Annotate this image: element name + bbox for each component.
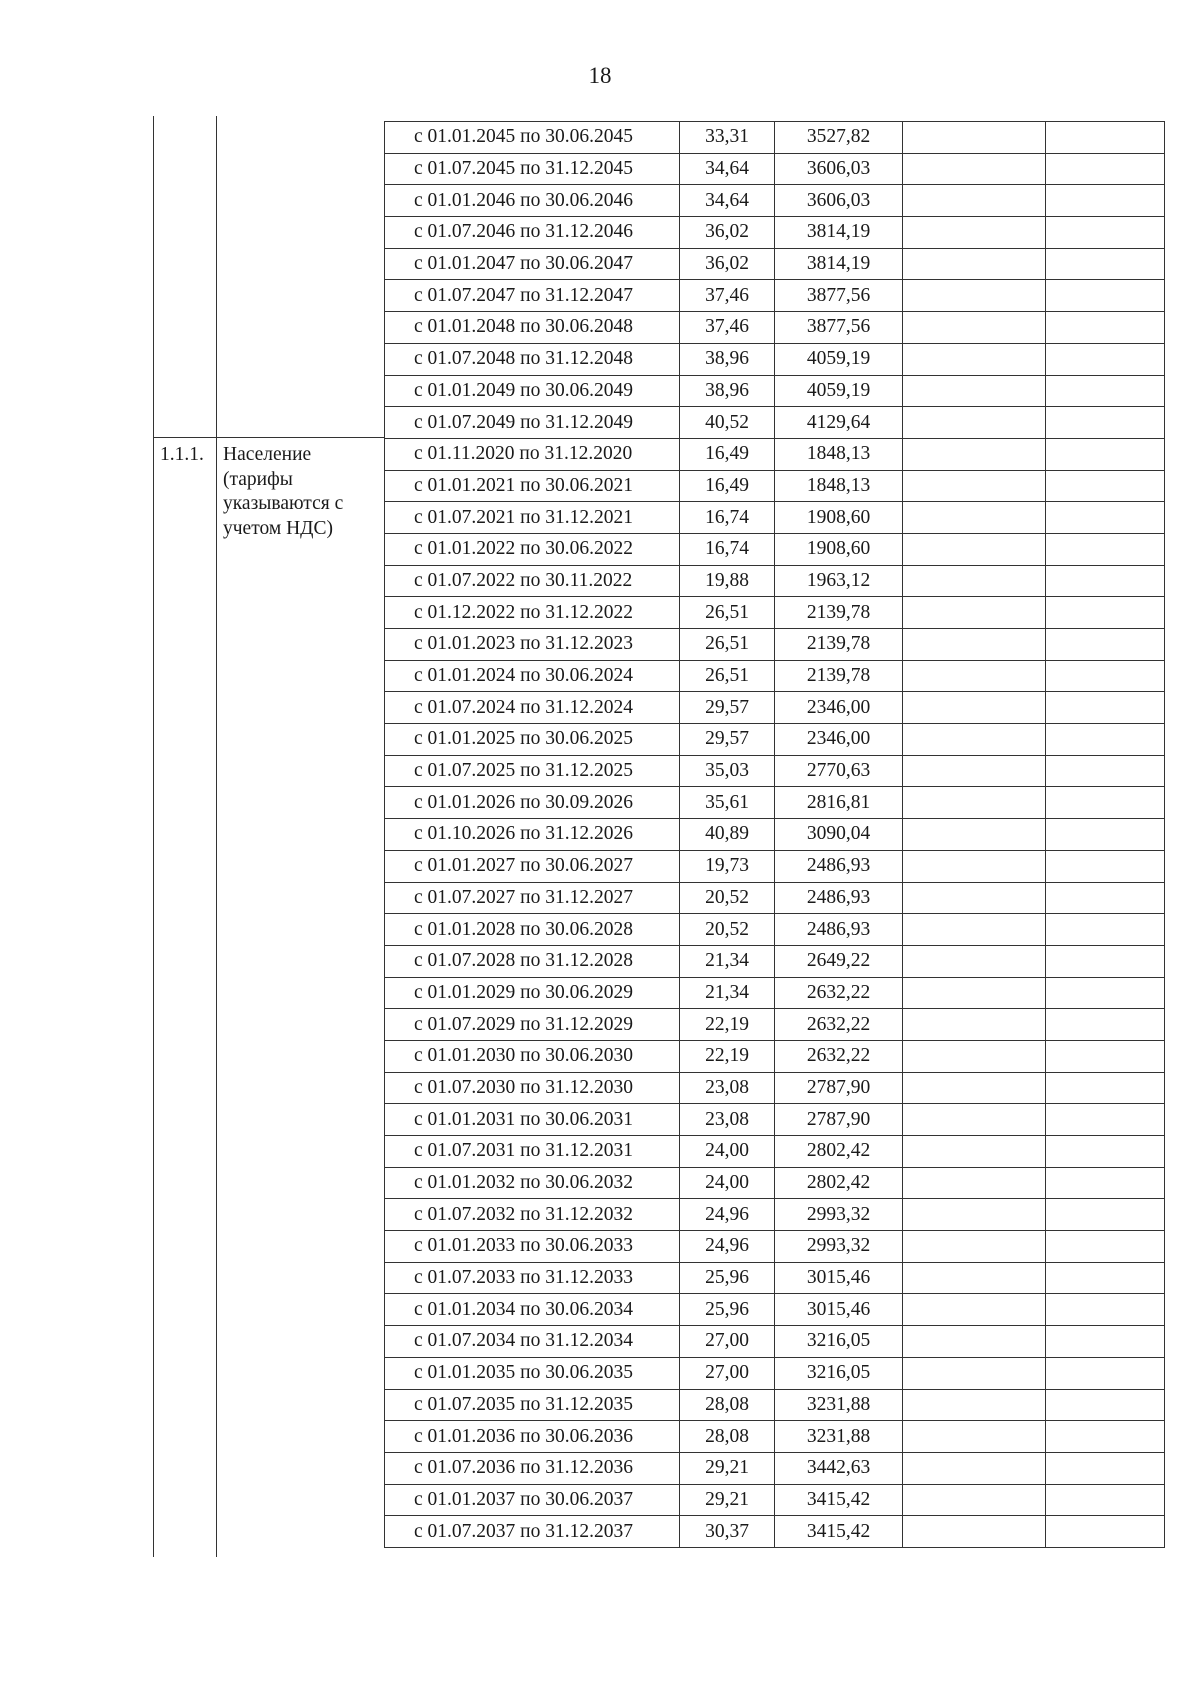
price-cell: 3606,03 xyxy=(775,185,903,217)
period-cell: с 01.07.2033 по 31.12.2033 xyxy=(385,1262,680,1294)
empty-cell xyxy=(903,914,1046,946)
empty-cell xyxy=(1046,1421,1165,1453)
rate-cell: 40,89 xyxy=(680,819,775,851)
empty-cell xyxy=(903,1389,1046,1421)
table-row xyxy=(385,1326,1165,1358)
rate-cell: 38,96 xyxy=(680,343,775,375)
table-row xyxy=(385,755,1165,787)
table-row xyxy=(385,1136,1165,1168)
price-cell: 2649,22 xyxy=(775,945,903,977)
rate-cell: 16,49 xyxy=(680,470,775,502)
rate-cell: 37,46 xyxy=(680,280,775,312)
table-row xyxy=(385,819,1165,851)
period-cell: с 01.01.2030 по 30.06.2030 xyxy=(385,1040,680,1072)
period-cell: с 01.07.2048 по 31.12.2048 xyxy=(385,343,680,375)
empty-cell xyxy=(1046,1294,1165,1326)
empty-cell xyxy=(1046,1452,1165,1484)
period-cell: с 01.07.2036 по 31.12.2036 xyxy=(385,1452,680,1484)
empty-cell xyxy=(903,755,1046,787)
period-cell: с 01.01.2047 по 30.06.2047 xyxy=(385,248,680,280)
period-cell: с 01.01.2049 по 30.06.2049 xyxy=(385,375,680,407)
empty-cell xyxy=(903,1421,1046,1453)
table-row xyxy=(385,280,1165,312)
price-cell: 2632,22 xyxy=(775,1009,903,1041)
rate-cell: 16,74 xyxy=(680,502,775,534)
period-cell: с 01.01.2037 по 30.06.2037 xyxy=(385,1484,680,1516)
price-cell: 2139,78 xyxy=(775,597,903,629)
tariff-table-body xyxy=(385,122,1165,1548)
rate-cell: 24,00 xyxy=(680,1167,775,1199)
table-row xyxy=(385,660,1165,692)
rate-cell: 26,51 xyxy=(680,660,775,692)
price-cell: 2993,32 xyxy=(775,1199,903,1231)
empty-cell xyxy=(903,1072,1046,1104)
price-cell: 3814,19 xyxy=(775,217,903,249)
table-row xyxy=(385,1199,1165,1231)
price-cell: 4059,19 xyxy=(775,375,903,407)
rate-cell: 33,31 xyxy=(680,122,775,154)
empty-cell xyxy=(903,1136,1046,1168)
empty-cell xyxy=(903,1262,1046,1294)
rate-cell: 26,51 xyxy=(680,629,775,661)
empty-cell xyxy=(1046,787,1165,819)
table-row xyxy=(385,565,1165,597)
table-row xyxy=(385,217,1165,249)
price-cell: 1908,60 xyxy=(775,502,903,534)
rate-cell: 29,57 xyxy=(680,692,775,724)
table-row xyxy=(385,533,1165,565)
empty-cell xyxy=(1046,343,1165,375)
empty-cell xyxy=(1046,914,1165,946)
table-row xyxy=(385,1072,1165,1104)
table-row xyxy=(385,343,1165,375)
table-row xyxy=(385,312,1165,344)
period-cell: с 01.12.2022 по 31.12.2022 xyxy=(385,597,680,629)
rate-cell: 36,02 xyxy=(680,248,775,280)
table-row xyxy=(385,1389,1165,1421)
price-cell: 2632,22 xyxy=(775,977,903,1009)
table-left-border xyxy=(153,116,154,1557)
price-cell: 3877,56 xyxy=(775,312,903,344)
empty-cell xyxy=(903,850,1046,882)
price-cell: 2486,93 xyxy=(775,882,903,914)
empty-cell xyxy=(903,533,1046,565)
table-row xyxy=(385,1104,1165,1136)
empty-cell xyxy=(903,692,1046,724)
empty-cell xyxy=(903,217,1046,249)
rate-cell: 25,96 xyxy=(680,1294,775,1326)
rate-cell: 34,64 xyxy=(680,153,775,185)
table-row xyxy=(385,470,1165,502)
price-cell: 3231,88 xyxy=(775,1389,903,1421)
empty-cell xyxy=(1046,1516,1165,1548)
empty-cell xyxy=(1046,1231,1165,1263)
empty-cell xyxy=(1046,1167,1165,1199)
rate-cell: 16,49 xyxy=(680,438,775,470)
period-cell: с 01.07.2032 по 31.12.2032 xyxy=(385,1199,680,1231)
period-cell: с 01.01.2034 по 30.06.2034 xyxy=(385,1294,680,1326)
empty-cell xyxy=(903,1104,1046,1136)
price-cell: 3442,63 xyxy=(775,1452,903,1484)
rate-cell: 28,08 xyxy=(680,1389,775,1421)
rate-cell: 22,19 xyxy=(680,1009,775,1041)
empty-cell xyxy=(1046,407,1165,439)
rate-cell: 23,08 xyxy=(680,1104,775,1136)
period-cell: с 01.01.2036 по 30.06.2036 xyxy=(385,1421,680,1453)
period-cell: с 01.01.2023 по 31.12.2023 xyxy=(385,629,680,661)
empty-cell xyxy=(1046,533,1165,565)
price-cell: 3415,42 xyxy=(775,1516,903,1548)
empty-cell xyxy=(903,977,1046,1009)
empty-cell xyxy=(1046,1072,1165,1104)
table-row xyxy=(385,914,1165,946)
empty-cell xyxy=(1046,1262,1165,1294)
table-row xyxy=(385,185,1165,217)
price-cell: 3216,05 xyxy=(775,1326,903,1358)
empty-cell xyxy=(903,502,1046,534)
price-cell: 2802,42 xyxy=(775,1167,903,1199)
period-cell: с 01.07.2031 по 31.12.2031 xyxy=(385,1136,680,1168)
period-cell: с 01.01.2024 по 30.06.2024 xyxy=(385,660,680,692)
period-cell: с 01.01.2033 по 30.06.2033 xyxy=(385,1231,680,1263)
empty-cell xyxy=(1046,1357,1165,1389)
empty-cell xyxy=(903,1231,1046,1263)
empty-cell xyxy=(903,1452,1046,1484)
empty-cell xyxy=(1046,153,1165,185)
price-cell: 3527,82 xyxy=(775,122,903,154)
period-cell: с 01.01.2025 по 30.06.2025 xyxy=(385,724,680,756)
period-cell: с 01.07.2028 по 31.12.2028 xyxy=(385,945,680,977)
price-cell: 3015,46 xyxy=(775,1262,903,1294)
empty-cell xyxy=(1046,1104,1165,1136)
empty-cell xyxy=(903,1484,1046,1516)
empty-cell xyxy=(1046,1389,1165,1421)
empty-cell xyxy=(903,787,1046,819)
empty-cell xyxy=(1046,1009,1165,1041)
item-separator-line xyxy=(153,437,385,438)
period-cell: с 01.01.2027 по 30.06.2027 xyxy=(385,850,680,882)
period-cell: с 01.01.2032 по 30.06.2032 xyxy=(385,1167,680,1199)
price-cell: 2770,63 xyxy=(775,755,903,787)
period-cell: с 01.01.2026 по 30.09.2026 xyxy=(385,787,680,819)
table-row xyxy=(385,850,1165,882)
table-row xyxy=(385,692,1165,724)
empty-cell xyxy=(903,122,1046,154)
period-cell: с 01.07.2024 по 31.12.2024 xyxy=(385,692,680,724)
empty-cell xyxy=(1046,629,1165,661)
rate-cell: 35,61 xyxy=(680,787,775,819)
empty-cell xyxy=(903,343,1046,375)
rate-cell: 26,51 xyxy=(680,597,775,629)
empty-cell xyxy=(903,724,1046,756)
empty-cell xyxy=(1046,850,1165,882)
table-row xyxy=(385,1516,1165,1548)
rate-cell: 21,34 xyxy=(680,945,775,977)
empty-cell xyxy=(1046,565,1165,597)
tariff-table xyxy=(384,121,1165,1548)
period-cell: с 01.01.2045 по 30.06.2045 xyxy=(385,122,680,154)
price-cell: 3231,88 xyxy=(775,1421,903,1453)
empty-cell xyxy=(1046,724,1165,756)
period-cell: с 01.07.2046 по 31.12.2046 xyxy=(385,217,680,249)
rate-cell: 16,74 xyxy=(680,533,775,565)
period-cell: с 01.07.2030 по 31.12.2030 xyxy=(385,1072,680,1104)
empty-cell xyxy=(903,185,1046,217)
empty-cell xyxy=(1046,375,1165,407)
empty-cell xyxy=(1046,882,1165,914)
period-cell: с 01.01.2046 по 30.06.2046 xyxy=(385,185,680,217)
price-cell: 2346,00 xyxy=(775,724,903,756)
empty-cell xyxy=(1046,470,1165,502)
empty-cell xyxy=(903,375,1046,407)
table-row xyxy=(385,502,1165,534)
table-row xyxy=(385,977,1165,1009)
item-number: 1.1.1. xyxy=(160,444,204,465)
item-description: Население (тарифы указываются с учетом НДС) xyxy=(223,444,344,539)
price-cell: 1848,13 xyxy=(775,438,903,470)
rate-cell: 22,19 xyxy=(680,1040,775,1072)
period-cell: с 01.07.2037 по 31.12.2037 xyxy=(385,1516,680,1548)
empty-cell xyxy=(903,882,1046,914)
table-row xyxy=(385,1452,1165,1484)
empty-cell xyxy=(903,248,1046,280)
price-cell: 1963,12 xyxy=(775,565,903,597)
table-row xyxy=(385,629,1165,661)
item-column-divider xyxy=(216,116,217,1557)
price-cell: 2139,78 xyxy=(775,629,903,661)
empty-cell xyxy=(903,438,1046,470)
empty-cell xyxy=(1046,660,1165,692)
period-cell: с 01.11.2020 по 31.12.2020 xyxy=(385,438,680,470)
period-cell: с 01.07.2049 по 31.12.2049 xyxy=(385,407,680,439)
period-cell: с 01.07.2045 по 31.12.2045 xyxy=(385,153,680,185)
empty-cell xyxy=(1046,692,1165,724)
empty-cell xyxy=(1046,502,1165,534)
table-row xyxy=(385,1009,1165,1041)
empty-cell xyxy=(1046,438,1165,470)
rate-cell: 29,57 xyxy=(680,724,775,756)
table-row xyxy=(385,597,1165,629)
table-row xyxy=(385,945,1165,977)
empty-cell xyxy=(903,470,1046,502)
rate-cell: 24,96 xyxy=(680,1231,775,1263)
price-cell: 3216,05 xyxy=(775,1357,903,1389)
period-cell: с 01.07.2027 по 31.12.2027 xyxy=(385,882,680,914)
empty-cell xyxy=(1046,1484,1165,1516)
empty-cell xyxy=(903,629,1046,661)
empty-cell xyxy=(903,1009,1046,1041)
rate-cell: 28,08 xyxy=(680,1421,775,1453)
table-row xyxy=(385,1040,1165,1072)
price-cell: 2787,90 xyxy=(775,1104,903,1136)
rate-cell: 40,52 xyxy=(680,407,775,439)
price-cell: 2787,90 xyxy=(775,1072,903,1104)
rate-cell: 34,64 xyxy=(680,185,775,217)
empty-cell xyxy=(1046,819,1165,851)
period-cell: с 01.07.2021 по 31.12.2021 xyxy=(385,502,680,534)
table-row xyxy=(385,438,1165,470)
empty-cell xyxy=(1046,1199,1165,1231)
price-cell: 2139,78 xyxy=(775,660,903,692)
empty-cell xyxy=(903,1199,1046,1231)
table-row xyxy=(385,122,1165,154)
empty-cell xyxy=(903,312,1046,344)
empty-cell xyxy=(1046,1136,1165,1168)
price-cell: 2816,81 xyxy=(775,787,903,819)
rate-cell: 20,52 xyxy=(680,914,775,946)
empty-cell xyxy=(903,1040,1046,1072)
price-cell: 2486,93 xyxy=(775,850,903,882)
price-cell: 4059,19 xyxy=(775,343,903,375)
empty-cell xyxy=(903,280,1046,312)
empty-cell xyxy=(903,1167,1046,1199)
rate-cell: 27,00 xyxy=(680,1357,775,1389)
rate-cell: 24,96 xyxy=(680,1199,775,1231)
period-cell: с 01.07.2022 по 30.11.2022 xyxy=(385,565,680,597)
period-cell: с 01.01.2029 по 30.06.2029 xyxy=(385,977,680,1009)
table-row xyxy=(385,375,1165,407)
empty-cell xyxy=(1046,977,1165,1009)
period-cell: с 01.01.2035 по 30.06.2035 xyxy=(385,1357,680,1389)
rate-cell: 25,96 xyxy=(680,1262,775,1294)
empty-cell xyxy=(903,153,1046,185)
empty-cell xyxy=(903,407,1046,439)
rate-cell: 21,34 xyxy=(680,977,775,1009)
empty-cell xyxy=(903,597,1046,629)
empty-cell xyxy=(903,1326,1046,1358)
empty-cell xyxy=(1046,185,1165,217)
table-row xyxy=(385,1231,1165,1263)
rate-cell: 36,02 xyxy=(680,217,775,249)
price-cell: 1908,60 xyxy=(775,533,903,565)
rate-cell: 35,03 xyxy=(680,755,775,787)
period-cell: с 01.01.2022 по 30.06.2022 xyxy=(385,533,680,565)
price-cell: 3015,46 xyxy=(775,1294,903,1326)
price-cell: 3415,42 xyxy=(775,1484,903,1516)
rate-cell: 19,73 xyxy=(680,850,775,882)
price-cell: 2802,42 xyxy=(775,1136,903,1168)
rate-cell: 38,96 xyxy=(680,375,775,407)
empty-cell xyxy=(1046,597,1165,629)
empty-cell xyxy=(903,1294,1046,1326)
period-cell: с 01.07.2047 по 31.12.2047 xyxy=(385,280,680,312)
period-cell: с 01.07.2029 по 31.12.2029 xyxy=(385,1009,680,1041)
rate-cell: 30,37 xyxy=(680,1516,775,1548)
period-cell: с 01.01.2028 по 30.06.2028 xyxy=(385,914,680,946)
rate-cell: 19,88 xyxy=(680,565,775,597)
table-row xyxy=(385,724,1165,756)
empty-cell xyxy=(1046,248,1165,280)
period-cell: с 01.01.2021 по 30.06.2021 xyxy=(385,470,680,502)
empty-cell xyxy=(903,1357,1046,1389)
period-cell: с 01.07.2035 по 31.12.2035 xyxy=(385,1389,680,1421)
empty-cell xyxy=(1046,280,1165,312)
table-row xyxy=(385,407,1165,439)
page-number: 18 xyxy=(588,63,612,88)
table-row xyxy=(385,1357,1165,1389)
rate-cell: 29,21 xyxy=(680,1484,775,1516)
table-row xyxy=(385,248,1165,280)
table-row xyxy=(385,153,1165,185)
rate-cell: 27,00 xyxy=(680,1326,775,1358)
price-cell: 3090,04 xyxy=(775,819,903,851)
price-cell: 2486,93 xyxy=(775,914,903,946)
price-cell: 1848,13 xyxy=(775,470,903,502)
period-cell: с 01.01.2031 по 30.06.2031 xyxy=(385,1104,680,1136)
empty-cell xyxy=(903,1516,1046,1548)
period-cell: с 01.07.2025 по 31.12.2025 xyxy=(385,755,680,787)
table-row xyxy=(385,1294,1165,1326)
empty-cell xyxy=(903,945,1046,977)
empty-cell xyxy=(1046,945,1165,977)
empty-cell xyxy=(1046,1040,1165,1072)
price-cell: 2993,32 xyxy=(775,1231,903,1263)
period-cell: с 01.10.2026 по 31.12.2026 xyxy=(385,819,680,851)
period-cell: с 01.07.2034 по 31.12.2034 xyxy=(385,1326,680,1358)
empty-cell xyxy=(903,565,1046,597)
rate-cell: 20,52 xyxy=(680,882,775,914)
rate-cell: 24,00 xyxy=(680,1136,775,1168)
price-cell: 2346,00 xyxy=(775,692,903,724)
rate-cell: 29,21 xyxy=(680,1452,775,1484)
empty-cell xyxy=(903,660,1046,692)
price-cell: 3814,19 xyxy=(775,248,903,280)
empty-cell xyxy=(1046,755,1165,787)
period-cell: с 01.01.2048 по 30.06.2048 xyxy=(385,312,680,344)
table-row xyxy=(385,1421,1165,1453)
rate-cell: 37,46 xyxy=(680,312,775,344)
empty-cell xyxy=(1046,217,1165,249)
price-cell: 2632,22 xyxy=(775,1040,903,1072)
rate-cell: 23,08 xyxy=(680,1072,775,1104)
table-row xyxy=(385,1167,1165,1199)
table-row xyxy=(385,787,1165,819)
table-row xyxy=(385,1484,1165,1516)
empty-cell xyxy=(1046,1326,1165,1358)
empty-cell xyxy=(1046,312,1165,344)
price-cell: 4129,64 xyxy=(775,407,903,439)
table-row xyxy=(385,882,1165,914)
price-cell: 3877,56 xyxy=(775,280,903,312)
table-row xyxy=(385,1262,1165,1294)
empty-cell xyxy=(903,819,1046,851)
price-cell: 3606,03 xyxy=(775,153,903,185)
empty-cell xyxy=(1046,122,1165,154)
